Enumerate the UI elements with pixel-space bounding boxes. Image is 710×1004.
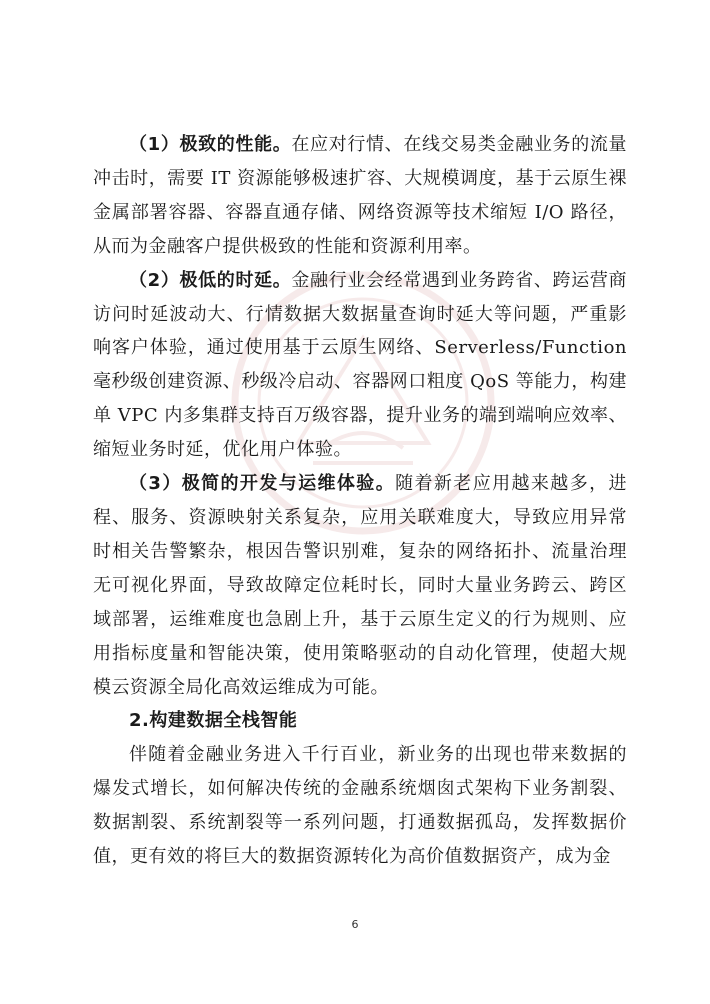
paragraph-text: 随着新老应用越来越多，进程、服务、资源映射关系复杂，应用关联难度大，导致应用异常时相关告警繁杂，根因告警识别难，复杂的网络拓扑、流量治理无可视化界面，导致故障定位耗时长，同时大量业务跨云、跨区域部署，运维难度也急剧上升，基于云原生定义的行为规则、应用指标度量和智能决策，使用策略驱动的自动化管理，使超大规模云资源全局化高效运维成为可能。 [93, 473, 627, 698]
document-body [93, 128, 627, 874]
paragraph-lead: （1）极致的性能。 [129, 134, 292, 155]
paragraph-performance [93, 128, 627, 264]
page-number: 6 [351, 918, 359, 931]
paragraph-lead: （2）极低的时延。 [129, 269, 292, 291]
paragraph-text: 在应对行情、在线交易类金融业务的流量冲击时，需要 IT 资源能够极速扩容、大规模调度，基于云原生裸金属部署容器、容器直通存储、网络资源等技术缩短 I/O 路径，从而为金融客户提供极致的性能和资源利用率。 [93, 134, 627, 257]
section-heading: 2.构建数据全栈智能 [129, 710, 298, 732]
paragraph-latency [93, 264, 627, 467]
paragraph-text: 金融行业会经常遇到业务跨省、跨运营商访问时延波动大、行情数据大数据量查询时延大等问题，严重影响客户体验，通过使用基于云原生网络、Serverless/Function 毫秒级创建资源、秒级冷启动、容器网口粗度 QoS 等能力，构建单 VPC 内多集群支持百万级容器，提升业务的端到端响应效率、缩短业务时延，优化用户体验。 [93, 269, 627, 461]
paragraph-data: 伴随着金融业务进入千行百业，新业务的出现也带来数据的爆发式增长，如何解决传统的金融系统烟囱式架构下业务割裂、数据割裂、系统割裂等一系列问题，打通数据孤岛，发挥数据价值，更有效的将巨大的数据资源转化为高价值数据资产，成为金 [93, 744, 627, 868]
paragraph-devops [93, 467, 627, 704]
paragraph-lead: （3）极简的开发与运维体验。 [129, 473, 396, 495]
